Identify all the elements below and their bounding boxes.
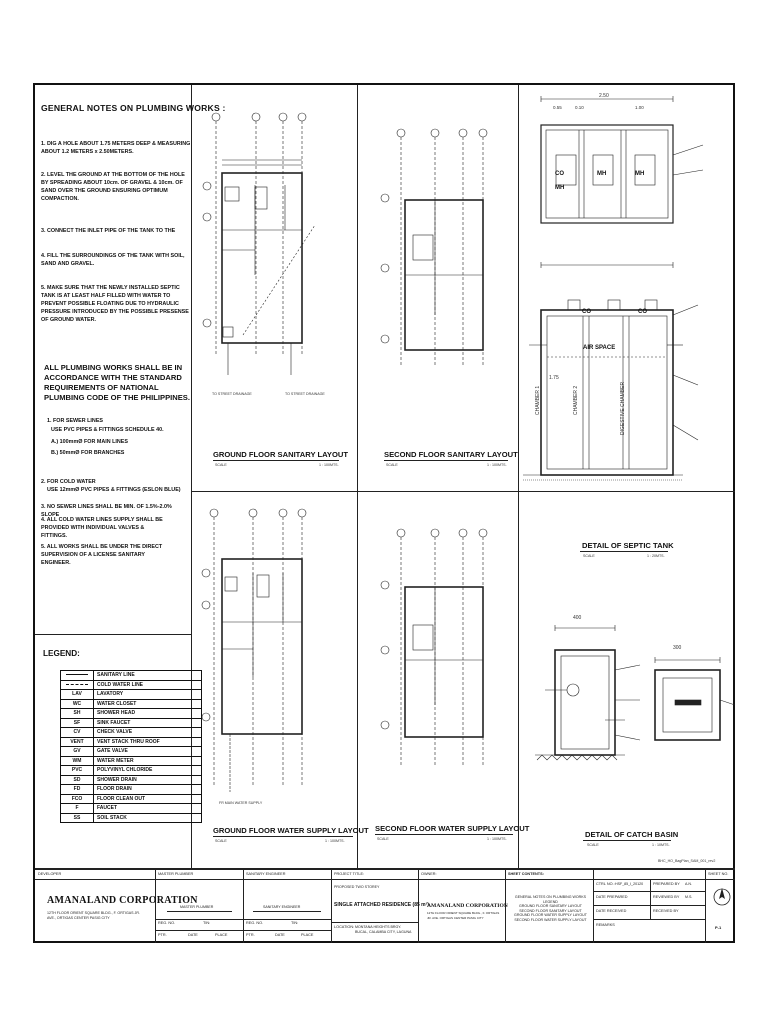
septic-chamber-2: CHAMBER 2 bbox=[573, 385, 579, 415]
legend-symbol: SD bbox=[61, 775, 94, 785]
septic-scale: SCALE bbox=[583, 554, 595, 558]
tb-owner-addr: 12TH FLOOR ORIENT SQUARE BLDG., F. ORTIGAS JR. AVE. ORTIGAS CENTER PASIG CITY bbox=[427, 911, 500, 920]
tb-mp-sign-line bbox=[167, 911, 232, 912]
sf-water-drawing bbox=[365, 525, 515, 785]
legend-label: SANITARY LINE bbox=[94, 671, 202, 681]
legend-table bbox=[60, 670, 202, 823]
tb-developer-addr: 12TH FLOOR ORIENT SQUARE BLDG., F. ORTIGAS JR. AVE., ORTIGAS CENTER PASIG CITY bbox=[47, 911, 140, 920]
catch-ratio: 1 : 10MTS. bbox=[652, 843, 670, 847]
septic-mh-1: MH bbox=[597, 171, 607, 177]
catch-scale: SCALE bbox=[587, 843, 599, 847]
sewer-b: B.) 50mmØ FOR BRANCHES bbox=[51, 450, 125, 456]
tb-project-label: PROJECT TITLE: bbox=[334, 872, 365, 876]
tb-mp-ptr: PTR. bbox=[158, 933, 167, 937]
gf-water-underline bbox=[213, 836, 353, 837]
sf-sanitary-drawing bbox=[365, 125, 515, 385]
tb-se-ptr: PTR. bbox=[246, 933, 255, 937]
legend-row bbox=[61, 699, 202, 709]
gf-water-drawing bbox=[200, 507, 350, 807]
tb-right-line-1 bbox=[593, 891, 705, 892]
tb-ctrl-label: CTRL NO.: bbox=[596, 882, 615, 886]
legend-symbol: CV bbox=[61, 728, 94, 738]
legend-symbol bbox=[61, 671, 94, 681]
tb-prepared-label: PREPARED BY bbox=[653, 882, 680, 886]
septic-underline bbox=[580, 551, 668, 552]
tb-owner: AMANALAND CORPORATION bbox=[427, 903, 508, 909]
legend-row bbox=[61, 747, 202, 757]
legend-symbol: WM bbox=[61, 756, 94, 766]
sf-water-scale: SCALE bbox=[377, 837, 389, 841]
divider-plans bbox=[357, 85, 358, 868]
legend-row bbox=[61, 690, 202, 700]
gf-sanitary-ratio: 1 : 100MTS. bbox=[319, 463, 339, 467]
note-2: 2. LEVEL THE GROUND AT THE BOTTOM OF THE HOLE BY SPREADING ABOUT 10cm. OF GRAVEL & 10cm. OF SAND OVER THE GROUND ENSURING OPTIMUM COMPACTION. bbox=[41, 172, 185, 202]
note-5: 5. MAKE SURE THAT THE NEWLY INSTALLED SEPTIC TANK IS AT LEAST HALF FILLED WITH WATER TO PREVENT POSSIBLE FLOATING DUE TO HYDRAULIC PRESSURE INTRODUCED BY THE POSSIBLE PRESENSE OF GROUND WATER. bbox=[41, 285, 189, 323]
legend-label: FLOOR DRAIN bbox=[94, 785, 202, 795]
note-4b: 4. ALL COLD WATER LINES SUPPLY SHALL BE PROVIDED WITH INDIVIDUAL VALVES & FITTINGS. bbox=[41, 517, 163, 539]
north-arrow-icon bbox=[710, 885, 734, 909]
legend-label: SINK FAUCET bbox=[94, 718, 202, 728]
tb-div-1 bbox=[155, 870, 156, 943]
legend-row bbox=[61, 756, 202, 766]
drawing-sheet bbox=[33, 83, 735, 943]
legend-row bbox=[61, 737, 202, 747]
water-body: USE 12mmØ PVC PIPES & FITTINGS (ESLON BLUE) bbox=[47, 487, 181, 493]
tb-reviewed: M.S. bbox=[685, 895, 693, 899]
tb-contents-label: SHEET CONTENTS: bbox=[508, 872, 544, 876]
legend-symbol: SF bbox=[61, 718, 94, 728]
gf-sanitary-street-2: TO STREET DRAINAGE bbox=[285, 392, 325, 396]
legend-label: SHOWER DRAIN bbox=[94, 775, 202, 785]
septic-co-1: CO bbox=[555, 171, 564, 177]
tb-project: SINGLE ATTACHED RESIDENCE (85 m²) bbox=[334, 902, 429, 908]
legend-label: GATE VALVE bbox=[94, 747, 202, 757]
tb-sheet: P-1 bbox=[715, 925, 722, 930]
water-title: 2. FOR COLD WATER bbox=[41, 479, 96, 485]
gf-water-ratio: 1 : 100MTS. bbox=[325, 839, 345, 843]
sf-water-title: SECOND FLOOR WATER SUPPLY LAYOUT bbox=[375, 824, 530, 833]
note-1: 1. DIG A HOLE ABOUT 1.75 METERS DEEP & MEASURING ABOUT 1.2 METERS x 2.50METERS. bbox=[41, 141, 191, 155]
septic-chamber-1: CHAMBER 1 bbox=[535, 385, 541, 415]
tb-mp-date: DATE bbox=[188, 933, 198, 937]
septic-chamber-3: DIGESTIVE CHAMBER bbox=[620, 381, 626, 435]
legend-symbol: FCO bbox=[61, 794, 94, 804]
septic-dim-side: 1.75 bbox=[549, 375, 559, 381]
catch-dim: 400 bbox=[573, 615, 582, 621]
gf-water-supply-label: FR MAIN WATER SUPPLY bbox=[219, 801, 263, 805]
legend-label: POLYVINYL CHLORIDE bbox=[94, 766, 202, 776]
gf-sanitary-underline bbox=[213, 460, 339, 461]
tb-se-tin: TIN: bbox=[291, 921, 299, 925]
divider-legend bbox=[35, 634, 191, 635]
note-4: 4. FILL THE SURROUNDINGS OF THE TANK WITH SOIL, SAND AND GRAVEL. bbox=[41, 253, 185, 267]
catch-title: DETAIL OF CATCH BASIN bbox=[585, 830, 679, 839]
legend-symbol: FD bbox=[61, 785, 94, 795]
note-5b: 5. ALL WORKS SHALL BE UNDER THE DIRECT SUPERVISION OF A LICENSE SANITARY ENGINEER. bbox=[41, 544, 163, 566]
plan-reference: BHC_HO_BagPlan_SAM_001_rev2 bbox=[658, 859, 716, 863]
tb-line-a bbox=[155, 919, 331, 920]
tb-received-label: RECEIVED BY bbox=[653, 909, 679, 913]
septic-dim-a: 0.55 bbox=[553, 105, 562, 110]
legend-row bbox=[61, 794, 202, 804]
tb-header-line bbox=[35, 879, 735, 880]
septic-drawing bbox=[523, 95, 733, 495]
tb-prepared: A.N. bbox=[685, 882, 692, 886]
sf-sanitary-scale: SCALE bbox=[386, 463, 398, 467]
compliance-note: ALL PLUMBING WORKS SHALL BE IN ACCORDANCE WITH THE STANDARD REQUIREMENTS OF NATIONAL PLUMBING CODE OF THE PHILIPPINES. bbox=[44, 363, 190, 402]
legend-symbol: LAV bbox=[61, 690, 94, 700]
septic-title: DETAIL OF SEPTIC TANK bbox=[582, 541, 674, 550]
gf-sanitary-scale: SCALE bbox=[215, 463, 227, 467]
septic-air-space: AIR SPACE bbox=[583, 345, 616, 351]
tb-contents-5: SECOND FLOOR WATER SUPPLY LAYOUT bbox=[514, 917, 587, 922]
legend-row bbox=[61, 766, 202, 776]
tb-right-line-3 bbox=[593, 919, 705, 920]
legend-symbol: SS bbox=[61, 813, 94, 823]
legend-label: CHECK VALVE bbox=[94, 728, 202, 738]
legend-symbol: PVC bbox=[61, 766, 94, 776]
legend-label: LAVATORY bbox=[94, 690, 202, 700]
tb-div-7 bbox=[705, 870, 706, 943]
legend-row bbox=[61, 785, 202, 795]
gf-sanitary-drawing bbox=[195, 105, 345, 405]
note-3: 3. CONNECT THE INLET PIPE OF THE TANK TO THE bbox=[41, 228, 176, 234]
sf-water-underline bbox=[375, 834, 513, 835]
tb-div-6 bbox=[593, 870, 594, 943]
tb-location-label: LOCATION: bbox=[334, 925, 355, 929]
septic-mh-2: MH bbox=[555, 185, 565, 191]
tb-owner-label: OWNER: bbox=[421, 872, 437, 876]
notes-title: GENERAL NOTES ON PLUMBING WORKS : bbox=[41, 103, 226, 113]
septic-dim-b: 0.10 bbox=[575, 105, 584, 110]
septic-dim-total: 2.50 bbox=[599, 93, 609, 99]
sewer-a: A.) 100mmØ FOR MAIN LINES bbox=[51, 439, 128, 445]
legend-row bbox=[61, 709, 202, 719]
tb-master-plumber: MASTER PLUMBER bbox=[180, 905, 214, 909]
legend-symbol: F bbox=[61, 804, 94, 814]
tb-contents-1: LEGEND bbox=[543, 899, 558, 904]
tb-mp-tin: TIN: bbox=[203, 921, 211, 925]
sf-water-ratio: 1 : 100MTS. bbox=[487, 837, 507, 841]
tb-sanitary-engineer-label: SANITARY ENGINEER bbox=[246, 872, 286, 876]
septic-co-3: CO bbox=[638, 309, 647, 315]
legend-symbol: VENT bbox=[61, 737, 94, 747]
tb-se-reg: REG. NO. bbox=[246, 921, 264, 925]
legend-label: VENT STACK THRU ROOF bbox=[94, 737, 202, 747]
note-3b: 3. NO SEWER LINES SHALL BE MIN. OF 1.5%-2.0% SLOPE bbox=[41, 504, 172, 518]
sf-sanitary-underline bbox=[384, 460, 508, 461]
legend-label: SOIL STACK bbox=[94, 813, 202, 823]
septic-co-2: CO bbox=[582, 309, 591, 315]
tb-se-sign-line bbox=[253, 911, 321, 912]
tb-contents-3: SECOND FLOOR SANITARY LAYOUT bbox=[519, 908, 582, 913]
legend-label: SHOWER HEAD bbox=[94, 709, 202, 719]
tb-reviewed-label: REVIEWED BY bbox=[653, 895, 680, 899]
gf-sanitary-title: GROUND FLOOR SANITARY LAYOUT bbox=[213, 450, 349, 459]
tb-ctrl: HSF_85_I_20120 bbox=[615, 882, 644, 886]
legend-row bbox=[61, 728, 202, 738]
legend-label: FAUCET bbox=[94, 804, 202, 814]
tb-sanitary-engineer: SANITARY ENGINEER bbox=[263, 905, 301, 909]
septic-dim-c: 1.00 bbox=[635, 105, 644, 110]
tb-right-line-2 bbox=[593, 905, 705, 906]
catch-underline bbox=[583, 840, 671, 841]
legend-label: WATER METER bbox=[94, 756, 202, 766]
sf-sanitary-title: SECOND FLOOR SANITARY LAYOUT bbox=[384, 450, 518, 459]
tb-mp-reg: REG. NO. bbox=[158, 921, 176, 925]
legend-label: FLOOR CLEAN OUT bbox=[94, 794, 202, 804]
legend-row bbox=[61, 680, 202, 690]
legend-row bbox=[61, 718, 202, 728]
tb-div-2 bbox=[243, 870, 244, 943]
legend-symbol: WC bbox=[61, 699, 94, 709]
legend-row bbox=[61, 804, 202, 814]
tb-sheet-label: SHEET NO. bbox=[708, 872, 729, 876]
sewer-body: USE PVC PIPES & FITTINGS SCHEDULE 40. bbox=[51, 427, 164, 433]
legend-row bbox=[61, 671, 202, 681]
legend-row bbox=[61, 813, 202, 823]
tb-contents-2: GROUND FLOOR SANITARY LAYOUT bbox=[518, 904, 583, 908]
tb-developer-label: DEVELOPER bbox=[38, 872, 62, 876]
catch-dim-2: 300 bbox=[673, 645, 682, 651]
legend-title: LEGEND: bbox=[43, 649, 80, 658]
tb-remarks: REMARKS bbox=[596, 923, 615, 927]
tb-location: MONTANA HEIGHTS BRGY. BUCAL, CALAMBA CITY, LAGUNA bbox=[355, 925, 412, 934]
gf-sanitary-street-1: TO STREET DRAINAGE bbox=[212, 392, 252, 396]
tb-contents-4: GROUND FLOOR WATER SUPPLY LAYOUT bbox=[514, 913, 587, 917]
tb-contents-0: GENERAL NOTES ON PLUMBING WORKS bbox=[514, 895, 587, 899]
septic-ratio: 1 : 20MTS. bbox=[647, 554, 665, 558]
gf-water-title: GROUND FLOOR WATER SUPPLY LAYOUT bbox=[213, 826, 369, 835]
legend-label: COLD WATER LINE bbox=[94, 680, 202, 690]
legend-label: WATER CLOSET bbox=[94, 699, 202, 709]
tb-line-b bbox=[155, 930, 331, 931]
sewer-title: 1. FOR SEWER LINES bbox=[47, 418, 104, 424]
sf-sanitary-ratio: 1 : 100MTS. bbox=[487, 463, 507, 467]
gf-water-scale: SCALE bbox=[215, 839, 227, 843]
legend-symbol: SH bbox=[61, 709, 94, 719]
tb-project-line bbox=[331, 922, 418, 923]
tb-master-plumber-label: MASTER PLUMBER bbox=[158, 872, 194, 876]
septic-mh-3: MH bbox=[635, 171, 645, 177]
catch-basin-drawing bbox=[525, 620, 735, 810]
divider-details bbox=[518, 85, 519, 868]
tb-mp-place: PLACE bbox=[215, 933, 228, 937]
tb-contents-list bbox=[508, 895, 593, 922]
legend-row bbox=[61, 775, 202, 785]
tb-project-sub: PROPOSED TWO STOREY bbox=[334, 885, 380, 889]
titleblock-top bbox=[35, 868, 735, 870]
tb-developer: AMANALAND CORPORATION bbox=[47, 895, 198, 906]
legend-symbol bbox=[61, 680, 94, 690]
tb-se-date: DATE bbox=[275, 933, 285, 937]
tb-se-place: PLACE bbox=[301, 933, 314, 937]
tb-right-mid bbox=[650, 879, 651, 919]
legend-symbol: GV bbox=[61, 747, 94, 757]
tb-date-prepared: DATE PREPARED bbox=[596, 895, 628, 899]
tb-date-received: DATE RECEIVED bbox=[596, 909, 627, 913]
tb-div-3 bbox=[331, 870, 332, 943]
